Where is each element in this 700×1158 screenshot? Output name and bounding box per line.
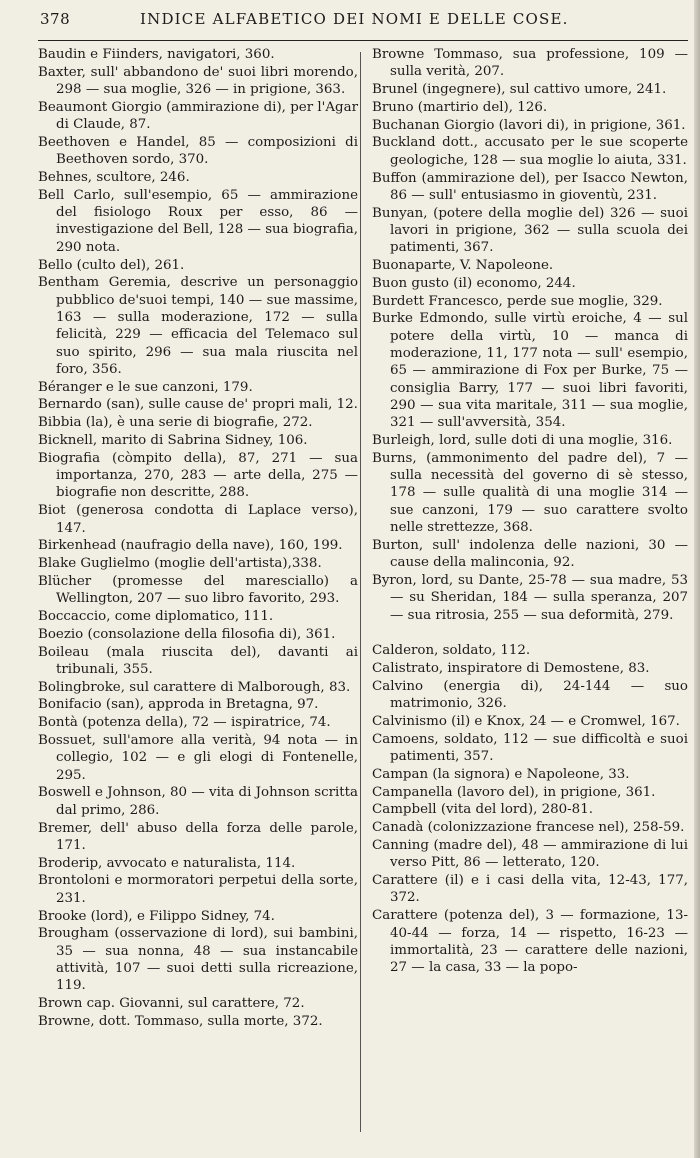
index-entry: Campbell (vita del lord), 280-81.	[372, 802, 593, 818]
index-entry: Carattere (potenza del), 3 — formazione, 13-40-44 — forza, 14 — rispetto, 16-23 — immortalità, 23 — carattere delle nazioni, 27 — la casa, 33 — la popo-	[372, 908, 688, 976]
index-entry: Canning (madre del), 48 — ammirazione di lui verso Pitt, 86 — letterato, 120.	[372, 838, 688, 871]
index-entry: Buchanan Giorgio (lavori di), in prigione, 361.	[372, 117, 686, 133]
index-section-b	[372, 46, 688, 624]
index-entry: Bontà (potenza della), 72 — ispiratrice, 74.	[38, 715, 331, 731]
index-entry: Baudin e Fiinders, navigatori, 360.	[38, 47, 275, 62]
index-entry: Campanella (lavoro del), in prigione, 361.	[372, 784, 656, 800]
index-entry: Bentham Geremia, descrive un personaggio pubblico de'suoi tempi, 140 — sue massime, 163 — sulla moderazione, 172 — sulla felicità, 229 — efficacia del Telemaco sul suo spirito, 296 — sua mala riuscita nel foro, 356.	[38, 275, 358, 377]
running-title: INDICE ALFABETICO DEI NOMI E DELLE COSE.	[140, 10, 569, 28]
index-entry: Brown cap. Giovanni, sul carattere, 72.	[38, 996, 305, 1012]
index-entry: Bernardo (san), sulle cause de' propri mali, 12.	[38, 397, 358, 413]
index-entry: Brooke (lord), e Filippo Sidney, 74.	[38, 908, 275, 924]
index-entry: Bibbia (la), è una serie di biografie, 272.	[38, 415, 313, 431]
index-entry: Calvinismo (il) e Knox, 24 — e Cromwel, 167.	[372, 713, 680, 729]
page-edge	[694, 0, 700, 1158]
index-entry: Burdett Francesco, perde sue moglie, 329.	[372, 293, 663, 309]
index-entry: Biografia (còmpito della), 87, 271 — sua importanza, 270, 283 — arte della, 275 — biografie non descritte, 288.	[38, 450, 358, 501]
index-entry: Bello (culto del), 261.	[38, 257, 185, 273]
index-entry: Behnes, scultore, 246.	[38, 170, 190, 186]
index-entry: Calvino (energia di), 24-144 — suo matrimonio, 326.	[372, 678, 688, 712]
index-entry: Browne, dott. Tommaso, sulla morte, 372.	[38, 1013, 323, 1029]
index-entry: Calderon, soldato, 112.	[372, 643, 531, 659]
index-entry: Burleigh, lord, sulle doti di una moglie, 316.	[372, 433, 673, 449]
index-entry: Buffon (ammirazione del), per Isacco Newton, 86 — sull' entusiasmo in gioventù, 231.	[372, 170, 688, 203]
index-entry: Boswell e Johnson, 80 — vita di Johnson scritta dal primo, 286.	[38, 785, 358, 818]
index-entry: Bruno (martirio del), 126.	[372, 99, 548, 115]
index-entry: Bolingbroke, sul carattere di Malborough, 83.	[38, 679, 351, 695]
index-entry: Buon gusto (il) economo, 244.	[372, 275, 576, 291]
index-entry: Boezio (consolazione della filosofia di), 361.	[38, 626, 336, 642]
column-divider	[360, 52, 361, 1132]
index-entry: Baxter, sull' abbandono de' suoi libri morendo, 298 — sua moglie, 326 — in prigione, 363.	[38, 64, 358, 98]
index-entry: Brontoloni e mormoratori perpetui della sorte, 231.	[38, 873, 358, 906]
index-entry: Byron, lord, su Dante, 25-78 — sua madre, 53 — su Sheridan, 184 — sulla speranza, 207 — sua ritrosia, 255 — sua deformità, 279.	[372, 572, 688, 623]
index-entry: Burton, sull' indolenza delle nazioni, 30 — cause della malinconia, 92.	[372, 537, 688, 571]
index-entry: Bell Carlo, sull'esempio, 65 — ammirazione del fisiologo Roux per esso, 86 — investigazione del Bell, 128 — sua biografia, 290 nota.	[38, 187, 358, 255]
index-entry: Canadà (colonizzazione francese nel), 258-59.	[372, 820, 685, 836]
index-entry: Burke Edmondo, sulle virtù eroiche, 4 — sul potere della virtù, 10 — manca di moderazione, 11, 177 nota — sull' esempio, 65 — ammirazione di Fox per Burke, 75 — consiglia Barry, 177 — suoi libri favoriti, 290 — sua vita maritale, 311 — sua moglie, 321 — sull'avversità, 354.	[372, 311, 688, 431]
index-entry: Biot (generosa condotta di Laplace verso), 147.	[38, 503, 358, 536]
page-header	[40, 10, 670, 36]
index-entry: Browne Tommaso, sua professione, 109 — sulla verità, 207.	[372, 47, 688, 80]
page-number: 378	[40, 10, 71, 28]
index-entry: Bremer, dell' abuso della forza delle parole, 171.	[38, 820, 358, 853]
index-entry: Brunel (ingegnere), sul cattivo umore, 241.	[372, 82, 667, 98]
index-entry: Broderip, avvocato e naturalista, 114.	[38, 855, 296, 871]
index-section-c	[372, 642, 688, 976]
index-entry: Camoens, soldato, 112 — sue difficoltà e suoi patimenti, 357.	[372, 731, 688, 765]
index-entry: Beethoven e Handel, 85 — composizioni di Beethoven sordo, 370.	[38, 134, 358, 168]
index-entry: Béranger e le sue canzoni, 179.	[38, 379, 253, 395]
index-entry: Buonaparte, V. Napoleone.	[372, 258, 554, 274]
index-entry: Carattere (il) e i casi della vita, 12-43, 177, 372.	[372, 873, 688, 906]
index-entry: Beaumont Giorgio (ammirazione di), per l'Agar di Claude, 87.	[38, 99, 358, 133]
index-entry: Calistrato, inspiratore di Demostene, 83.	[372, 661, 650, 677]
index-entry: Bonifacio (san), approda in Bretagna, 97.	[38, 697, 319, 713]
index-entry: Bunyan, (potere della moglie del) 326 — suoi lavori in prigione, 362 — sulla scuola dei patimenti, 367.	[372, 205, 688, 256]
index-entry: Blücher (promesse del maresciallo) a Wellington, 207 — suo libro favorito, 293.	[38, 573, 358, 607]
index-entry: Buckland dott., accusato per le sue scoperte geologiche, 128 — sua moglie lo aiuta, 331.	[372, 135, 688, 168]
index-entry: Birkenhead (naufragio della nave), 160, 199.	[38, 538, 343, 554]
index-column-right	[372, 46, 688, 977]
index-entry: Brougham (osservazione di lord), sui bambini, 35 — sua nonna, 48 — sua instancabile attività, 107 — suoi detti sulla ricreazione, 119.	[38, 926, 358, 994]
index-entry: Blake Guglielmo (moglie dell'artista),338.	[38, 556, 322, 572]
index-entry: Bicknell, marito di Sabrina Sidney, 106.	[38, 433, 308, 449]
index-entry: Bossuet, sull'amore alla verità, 94 nota — in collegio, 102 — e gli elogi di Fontenelle, 295.	[38, 733, 358, 783]
index-entry: Campan (la signora) e Napoleone, 33.	[372, 766, 630, 782]
index-entry: Burns, (ammonimento del padre del), 7 — sulla necessità del governo di sè stesso, 178 — sulle qualità di una moglie 314 — sue canzoni, 179 — suo carattere svolto nelle strettezze, 368.	[372, 450, 688, 536]
index-column-left	[38, 46, 358, 1031]
index-entry: Boileau (mala riuscita del), davanti ai tribunali, 355.	[38, 644, 358, 677]
header-rule	[38, 40, 688, 41]
index-entry: Boccaccio, come diplomatico, 111.	[38, 609, 274, 624]
section-gap	[372, 624, 688, 642]
